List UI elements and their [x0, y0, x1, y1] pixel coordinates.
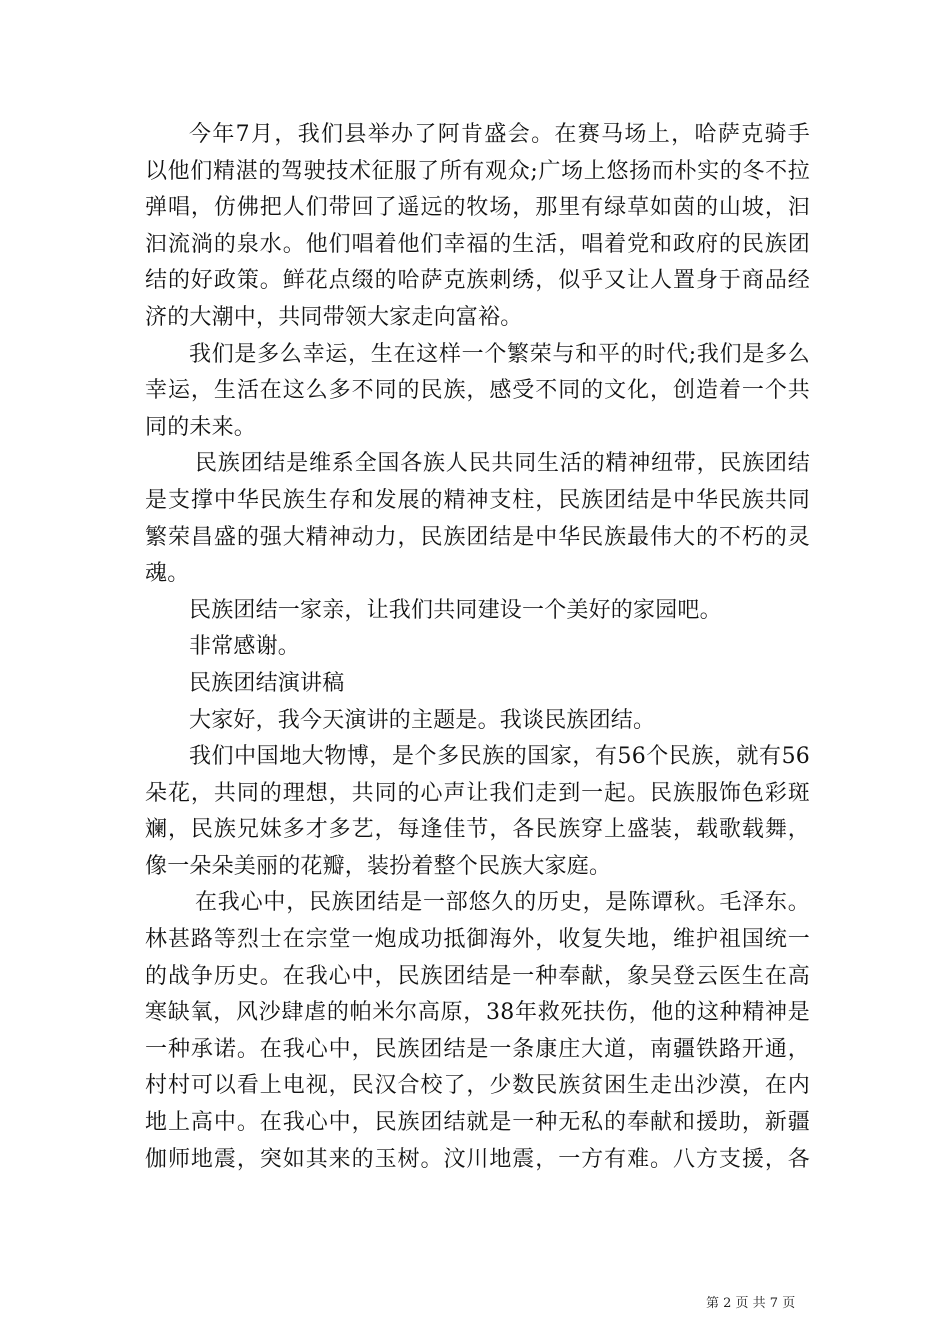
text-line: 幸运，生活在这么多不同的民族，感受不同的文化，创造着一个共 [145, 378, 810, 404]
text-line: 弹唱，仿佛把人们带回了遥远的牧场，那里有绿草如茵的山坡，汩 [145, 195, 810, 221]
text-line: 的战争历史。在我心中，民族团结是一种奉献，象吴登云医生在高 [145, 963, 810, 989]
text-line: 像一朵朵美丽的花瓣，装扮着整个民族大家庭。 [145, 853, 612, 879]
paragraph [145, 703, 810, 740]
text-line: 大家好，我今天演讲的主题是。我谈民族团结。 [189, 707, 656, 733]
text-line: 汩流淌的泉水。他们唱着他们幸福的生活，唱着党和政府的民族团 [145, 231, 810, 257]
text-line: 斓，民族兄妹多才多艺，每逢佳节，各民族穿上盛装，载歌载舞， [145, 817, 810, 843]
text-line: 我们是多么幸运，生在这样一个繁荣与和平的时代;我们是多么 [189, 341, 810, 367]
text-line: 寒缺氧，风沙肆虐的帕米尔高原，38年救死扶伤，他的这种精神是 [145, 1000, 810, 1026]
paragraph [145, 446, 810, 592]
text-line: 我们中国地大物博，是个多民族的国家，有56个民族，就有56 [189, 744, 810, 770]
text-line: 地上高中。在我心中，民族团结就是一种无私的奉献和援助，新疆 [145, 1110, 810, 1136]
text-line: 繁荣昌盛的强大精神动力，民族团结是中华民族最伟大的不朽的灵 [145, 524, 810, 550]
paragraph [145, 337, 810, 447]
text-line: 以他们精湛的驾驶技术征服了所有观众;广场上悠扬而朴实的冬不拉 [145, 158, 810, 184]
text-line: 林甚路等烈士在宗堂一炮成功抵御海外，收复失地，维护祖国统一 [145, 927, 810, 953]
text-line: 民族团结一家亲，让我们共同建设一个美好的家园吧。 [189, 597, 722, 623]
paragraph [145, 629, 810, 666]
text-line: 今年7月，我们县举办了阿肯盛会。在赛马场上，哈萨克骑手 [189, 122, 810, 147]
text-line: 结的好政策。鲜花点缀的哈萨克族刺绣，似乎又让人置身于商品经 [145, 268, 810, 294]
text-line: 民族团结是维系全国各族人民共同生活的精神纽带，民族团结 [195, 451, 810, 477]
speech-title [145, 666, 810, 703]
paragraph [145, 117, 810, 337]
paragraph [145, 885, 810, 1178]
text-line: 伽师地震，突如其来的玉树。汶川地震，一方有难。八方支援，各 [145, 1146, 810, 1172]
text-line: 在我心中，民族团结是一部悠久的历史，是陈谭秋。毛泽东。 [195, 890, 810, 916]
document-body [145, 117, 810, 1178]
text-line: 村村可以看上电视，民汉合校了，少数民族贫困生走出沙漠，在内 [145, 1073, 810, 1099]
text-line: 魂。 [145, 561, 190, 587]
page-number: 第 2 页 共 7 页 [706, 1296, 796, 1311]
paragraph [145, 593, 810, 630]
text-line: 一种承诺。在我心中，民族团结是一条康庄大道，南疆铁路开通， [145, 1036, 810, 1062]
text-line: 是支撑中华民族生存和发展的精神支柱，民族团结是中华民族共同 [145, 487, 810, 513]
text-line: 济的大潮中，共同带领大家走向富裕。 [145, 304, 523, 330]
text-line: 非常感谢。 [189, 634, 301, 660]
paragraph [145, 739, 810, 885]
text-line: 朵花，共同的理想，共同的心声让我们走到一起。民族服饰色彩斑 [145, 780, 810, 806]
text-line: 同的未来。 [145, 414, 257, 440]
text-line: 民族团结演讲稿 [189, 670, 345, 696]
